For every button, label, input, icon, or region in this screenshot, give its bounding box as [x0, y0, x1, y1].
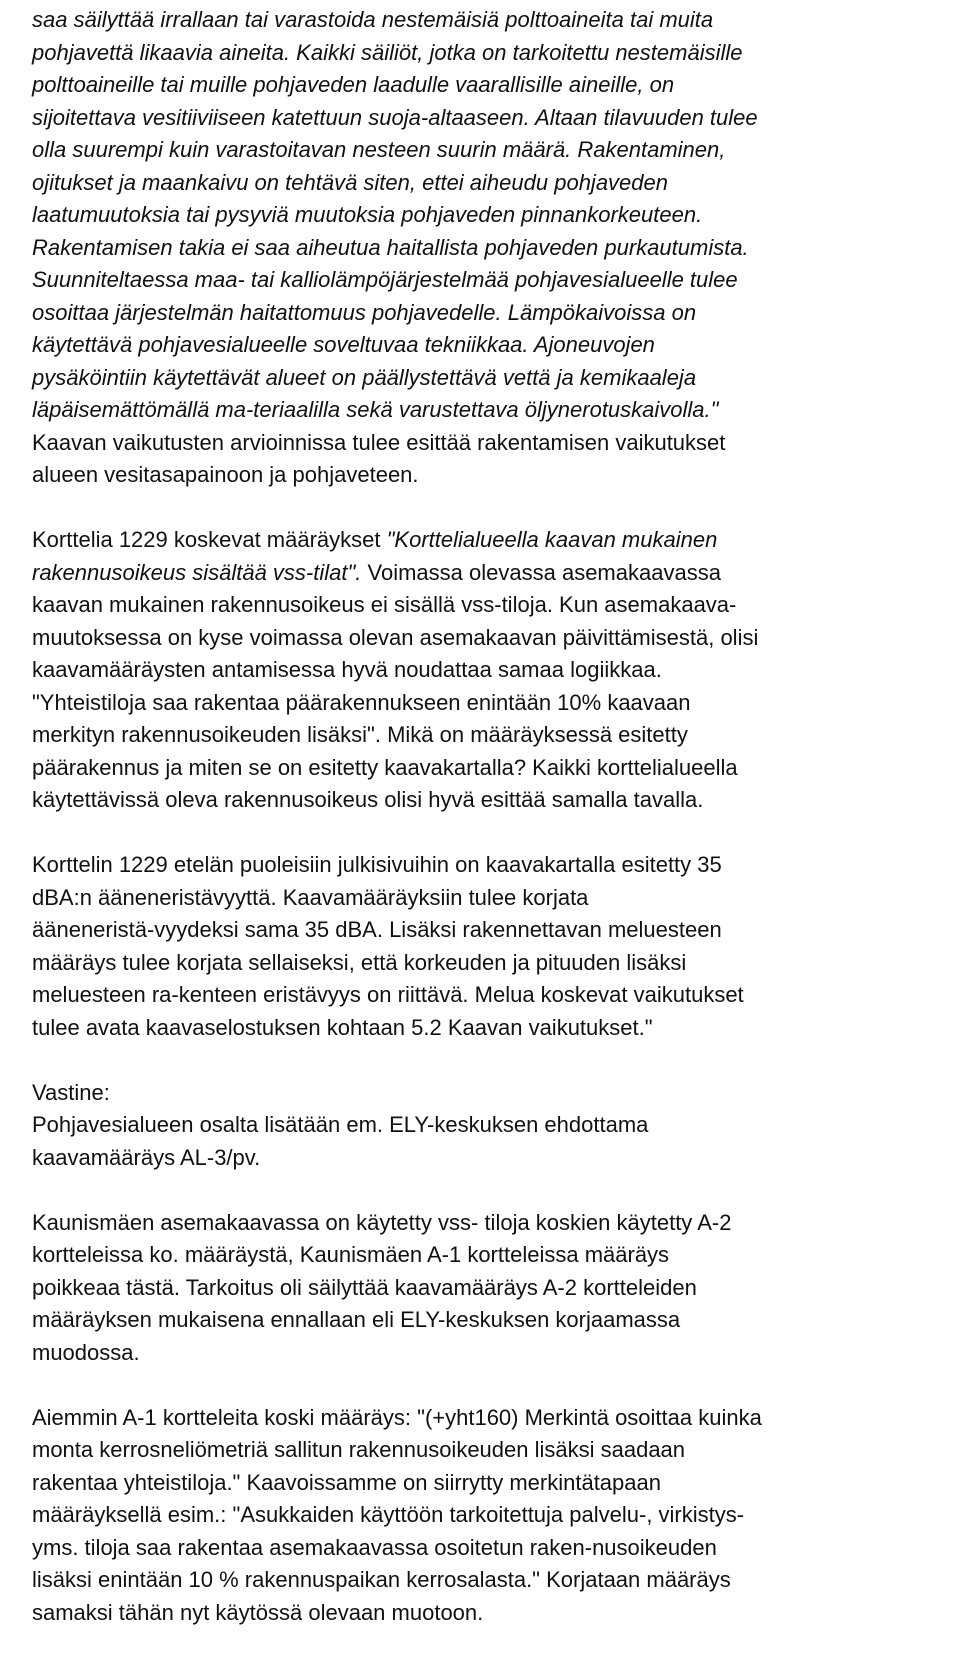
text-line [32, 557, 960, 590]
text-line [32, 1337, 960, 1370]
text-run: Vastine: [32, 1079, 110, 1105]
text-line [32, 37, 960, 70]
text-run: määräys tulee korjata sellaiseksi, että korkeuden ja pituuden lisäksi [32, 949, 687, 975]
text-run: käytettävissä oleva rakennusoikeus olisi hyvä esittää samalla tavalla. [32, 787, 704, 812]
text-line [32, 199, 960, 232]
text-run: Pohjavesialueen osalta lisätään em. ELY-keskuksen ehdottama [32, 1112, 649, 1137]
paragraph [32, 849, 960, 1044]
text-run: "Yhteistiloja saa rakentaa päärakennukseen enintään 10% kaavaan [32, 689, 691, 715]
text-line [32, 1272, 960, 1305]
text-run: päärakennus ja miten se on esitetty kaavakartalla? Kaikki korttelialueella [32, 754, 738, 780]
italic-text-run: pysäköintiin käytettävät alueet on päällystettävä vettä ja kemikaaleja [32, 364, 697, 390]
text-run: merkityn rakennusoikeuden lisäksi". Mikä on määräyksessä esitetty [32, 722, 688, 747]
text-line [32, 1402, 960, 1435]
text-line [32, 362, 960, 395]
text-run: kaavamääräys AL-3/pv. [32, 1144, 261, 1170]
text-line [32, 849, 960, 882]
text-line [32, 102, 960, 135]
text-run: dBA:n ääneneristävyyttä. Kaavamääräyksiin tulee korjata [32, 884, 589, 910]
text-line [32, 979, 960, 1012]
text-line [32, 427, 960, 460]
text-run: määräyksellä esim.: "Asukkaiden käyttöön tarkoitettuja palvelu-, virkistys- [32, 1502, 745, 1527]
paragraph [32, 1207, 960, 1370]
text-line [32, 1142, 960, 1175]
text-run: Kaavan vaikutusten arvioinnissa tulee esittää rakentamisen vaikutukset [32, 429, 726, 455]
text-run: Voimassa olevassa asemakaavassa [361, 559, 721, 585]
italic-text-run: sijoitettava vesitiiviiseen katettuun suoja-altaaseen. Altaan tilavuuden tulee [32, 104, 758, 130]
text-line [32, 1304, 960, 1337]
text-run: Korttelin 1229 etelän puoleisiin julkisivuihin on kaavakartalla esitetty 35 [32, 852, 722, 877]
paragraph [32, 524, 960, 817]
italic-text-run: Rakentamisen takia ei saa aiheutua haitallista pohjaveden purkautumista. [32, 234, 749, 260]
text-line [32, 622, 960, 655]
text-line [32, 1532, 960, 1565]
text-line [32, 1109, 960, 1142]
text-line [32, 1499, 960, 1532]
text-line [32, 134, 960, 167]
text-run: meluesteen ra-kenteen eristävyys on riittävä. Melua koskevat vaikutukset [32, 982, 744, 1007]
text-line [32, 297, 960, 330]
text-line [32, 1564, 960, 1597]
text-run: tulee avata kaavaselostuksen kohtaan 5.2 Kaavan vaikutukset." [32, 1014, 653, 1040]
text-run: määräyksen mukaisena ennallaan eli ELY-keskuksen korjaamassa [32, 1307, 681, 1332]
text-line [32, 394, 960, 427]
text-run: samaksi tähän nyt käytössä olevaan muotoon. [32, 1599, 484, 1625]
italic-text-run: pohjavettä likaavia aineita. Kaikki säiliöt, jotka on tarkoitettu nestemäisille [32, 39, 743, 65]
italic-text-run: läpäisemättömällä ma-teriaalilla sekä varustettava öljynerotuskaivolla." [32, 397, 719, 422]
text-line [32, 719, 960, 752]
italic-text-run: polttoaineille tai muille pohjaveden laadulle vaarallisille aineille, on [32, 72, 675, 97]
text-line [32, 752, 960, 785]
text-run: kortteleissa ko. määräystä, Kaunismäen A-1 kortteleissa määräys [32, 1242, 670, 1267]
text-run: kaavan mukainen rakennusoikeus ei sisällä vss-tiloja. Kun asemakaava- [32, 592, 737, 617]
text-line [32, 589, 960, 622]
italic-text-run: "Korttelialueella kaavan mukainen [386, 527, 718, 552]
text-line [32, 1434, 960, 1467]
text-run: lisäksi enintään 10 % rakennuspaikan kerrosalasta." Korjataan määräys [32, 1567, 731, 1592]
paragraph [32, 1402, 960, 1630]
italic-text-run: laatumuutoksia tai pysyviä muutoksia pohjaveden pinnankorkeuteen. [32, 202, 703, 227]
italic-text-run: käytettävä pohjavesialueelle soveltuvaa tekniikkaa. Ajoneuvojen [32, 332, 655, 357]
paragraph [32, 1077, 960, 1175]
text-line [32, 654, 960, 687]
text-line [32, 524, 960, 557]
text-run: rakentaa yhteistiloja." Kaavoissamme on siirrytty merkintätapaan [32, 1469, 661, 1495]
italic-text-run: saa säilyttää irrallaan tai varastoida nestemäisiä polttoaineita tai muita [32, 7, 714, 32]
text-run: poikkeaa tästä. Tarkoitus oli säilyttää kaavamääräys A-2 kortteleiden [32, 1274, 697, 1300]
text-run: ääneneristä-vyydeksi sama 35 dBA. Lisäksi rakennettavan meluesteen [32, 917, 722, 942]
text-line [32, 1239, 960, 1272]
text-line [32, 1597, 960, 1630]
text-line [32, 329, 960, 362]
paragraph [32, 4, 960, 492]
text-run: muodossa. [32, 1339, 140, 1365]
text-line [32, 4, 960, 37]
text-line [32, 914, 960, 947]
text-run: alueen vesitasapainoon ja pohjaveteen. [32, 462, 419, 487]
italic-text-run: osoittaa järjestelmän haitattomuus pohjavedelle. Lämpökaivoissa on [32, 299, 697, 325]
text-line [32, 1077, 960, 1110]
text-line [32, 167, 960, 200]
text-line [32, 882, 960, 915]
text-run: Korttelia 1229 koskevat määräykset [32, 527, 387, 552]
italic-text-run: rakennusoikeus sisältää vss-tilat". [32, 559, 362, 585]
text-line [32, 947, 960, 980]
italic-text-run: ojitukset ja maankaivu on tehtävä siten, ettei aiheudu pohjaveden [32, 169, 668, 195]
text-line [32, 1012, 960, 1045]
text-line [32, 1467, 960, 1500]
text-run: kaavamääräysten antamisessa hyvä noudattaa samaa logiikkaa. [32, 657, 662, 682]
text-run: Kaunismäen asemakaavassa on käytetty vss- tiloja koskien käytetty A-2 [32, 1209, 732, 1235]
text-run: monta kerrosneliömetriä sallitun rakennusoikeuden lisäksi saadaan [32, 1437, 686, 1462]
text-line [32, 459, 960, 492]
italic-text-run: olla suurempi kuin varastoitavan nesteen suurin määrä. Rakentaminen, [32, 137, 726, 162]
text-line [32, 69, 960, 102]
text-line [32, 232, 960, 265]
text-line [32, 1207, 960, 1240]
italic-text-run: Suunniteltaessa maa- tai kalliolämpöjärjestelmää pohjavesialueelle tulee [32, 267, 738, 292]
text-line [32, 264, 960, 297]
text-line [32, 784, 960, 817]
text-run: Aiemmin A-1 kortteleita koski määräys: "(+yht160) Merkintä osoittaa kuinka [32, 1404, 762, 1430]
text-line [32, 687, 960, 720]
text-run: yms. tiloja saa rakentaa asemakaavassa osoitetun raken-nusoikeuden [32, 1534, 717, 1560]
text-run: muutoksessa on kyse voimassa olevan asemakaavan päivittämisestä, olisi [32, 624, 759, 650]
